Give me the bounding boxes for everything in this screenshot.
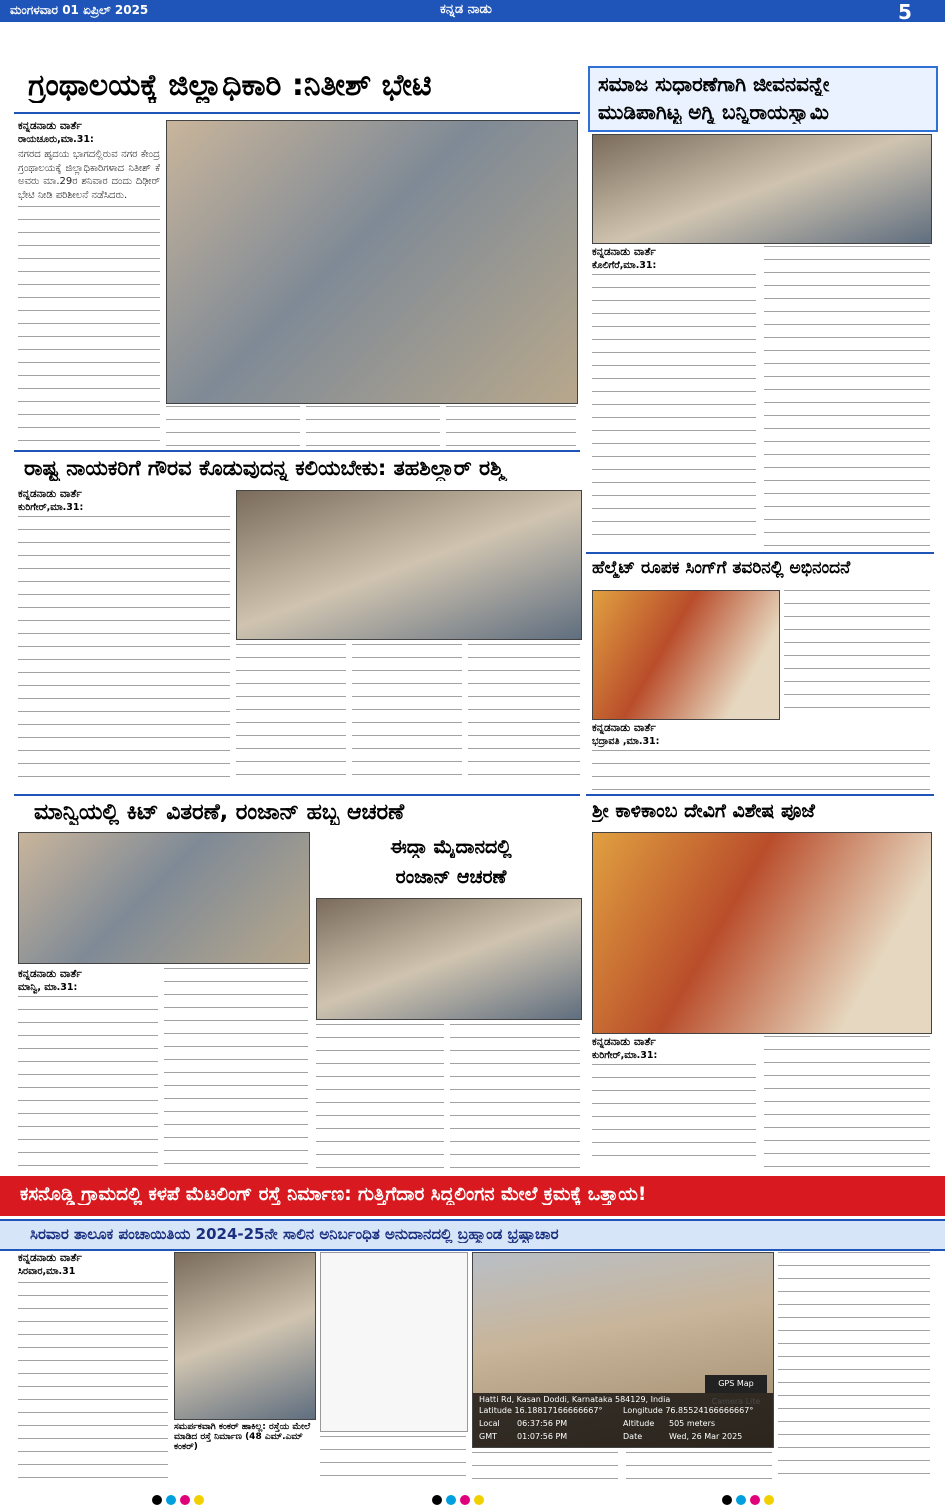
library-body-col2 xyxy=(166,406,300,446)
divider xyxy=(586,552,934,554)
leaders-body-col2 xyxy=(236,644,346,786)
road-body-col5 xyxy=(778,1252,930,1482)
gps-gmt-time: 01:07:56 PM xyxy=(517,1432,568,1441)
road-document-scan xyxy=(320,1252,468,1432)
social-reform-byline: ಕನ್ನಡನಾಡು ವಾರ್ತೆ xyxy=(592,246,656,258)
road-byline: ಕನ್ನಡನಾಡು ವಾರ್ತೆ xyxy=(18,1252,82,1264)
library-body-col1 xyxy=(18,206,160,446)
registration-dot xyxy=(460,1495,470,1505)
road-photo-1 xyxy=(174,1252,316,1420)
registration-dot xyxy=(194,1495,204,1505)
kalikamba-headline: ಶ್ರೀ ಕಾಳಿಕಾಂಬ ದೇವಿಗೆ ವಿಶೇಷ ಪೂಜೆ xyxy=(592,800,815,822)
manvi-byline: ಕನ್ನಡನಾಡು ವಾರ್ತೆ xyxy=(18,968,82,980)
page-number: 5 xyxy=(898,0,912,24)
social-reform-headline-2: ಮುಡಿಪಾಗಿಟ್ಟ ಅಗ್ನಿ ಬನ್ನಿರಾಯಸ್ವಾಮಿ xyxy=(598,100,829,124)
gps-date-label: Date xyxy=(623,1432,643,1441)
masthead-bar xyxy=(0,0,945,22)
library-photo xyxy=(166,120,578,404)
gps-overlay xyxy=(473,1393,773,1447)
road-sub-banner xyxy=(0,1219,945,1251)
registration-dot xyxy=(474,1495,484,1505)
manvi-body-col3 xyxy=(316,1024,444,1168)
leaders-byline: ಕನ್ನಡನಾಡು ವಾರ್ತೆ xyxy=(18,488,82,500)
gps-altitude-label: Altitude xyxy=(623,1419,655,1428)
helmet-headline: ಹೆಲ್ಮೆಟ್ ರೂಪಕ ಸಿಂಗ್‌ಗೆ ತವರಿನಲ್ಲಿ ಅಭಿನಂದನೆ xyxy=(592,558,851,578)
registration-dot xyxy=(764,1495,774,1505)
leaders-dateline: ಕುರಿಗೇರ್,ಮಾ.31: xyxy=(18,502,84,513)
divider xyxy=(14,450,580,452)
helmet-byline: ಕನ್ನಡನಾಡು ವಾರ್ತೆ xyxy=(592,722,656,734)
social-reform-headline-box xyxy=(588,66,938,132)
kalikamba-body-col2 xyxy=(764,1036,930,1168)
gps-place: Hatti Rd, Kasan Doddi, Karnataka 584129, India xyxy=(479,1395,671,1404)
road-body-col3 xyxy=(472,1452,618,1482)
kalikamba-body-col1 xyxy=(592,1064,756,1168)
manvi-subheadline-1: ಈದ್ಗಾ ಮೈದಾನದಲ್ಲಿ xyxy=(390,836,512,858)
divider xyxy=(586,794,934,796)
gps-longitude: Longitude 76.85524166666667° xyxy=(623,1406,754,1415)
social-reform-headline-1: ಸಮಾಜ ಸುಧಾರಣೆಗಾಗಿ ಜೀವನವನ್ನೇ xyxy=(598,72,830,96)
manvi-dateline: ಮಾನ್ವಿ, ಮಾ.31: xyxy=(18,982,78,993)
leaders-photo xyxy=(236,490,582,640)
library-body-col4 xyxy=(446,406,576,446)
kalikamba-photo xyxy=(592,832,932,1034)
social-reform-body-col1 xyxy=(592,274,756,546)
leaders-body-col1 xyxy=(18,516,230,786)
registration-dot xyxy=(166,1495,176,1505)
leaders-body-col4 xyxy=(468,644,580,786)
social-reform-photo xyxy=(592,134,932,244)
library-dateline: ರಾಯಚೂರು,ಮಾ.31: xyxy=(18,134,94,145)
divider xyxy=(14,794,580,796)
kalikamba-byline: ಕನ್ನಡನಾಡು ವಾರ್ತೆ xyxy=(592,1036,656,1048)
road-banner xyxy=(0,1176,945,1216)
registration-dot xyxy=(152,1495,162,1505)
social-reform-body-col2 xyxy=(764,246,930,546)
divider xyxy=(14,112,580,114)
registration-dot xyxy=(432,1495,442,1505)
social-reform-dateline: ಕೊಲಿಗೆರೆ,ಮಾ.31: xyxy=(592,260,657,271)
library-byline: ಕನ್ನಡನಾಡು ವಾರ್ತೆ xyxy=(18,120,82,132)
helmet-dateline: ಭದ್ರಾವತಿ ,ಮಾ.31: xyxy=(592,736,660,747)
registration-marks-center xyxy=(430,1490,486,1509)
leaders-body-col3 xyxy=(352,644,462,786)
helmet-body-col2 xyxy=(784,590,930,720)
manvi-body-col2 xyxy=(164,968,308,1168)
registration-dot xyxy=(736,1495,746,1505)
registration-dot xyxy=(722,1495,732,1505)
manvi-body-col4 xyxy=(450,1024,580,1168)
gps-gmt-label: GMT xyxy=(479,1432,497,1441)
library-body-col3 xyxy=(306,406,440,446)
helmet-body-col1 xyxy=(592,750,930,790)
road-banner-text: ಕಸನೊಡ್ಡಿ ಗ್ರಾಮದಲ್ಲಿ ಕಳಪೆ ಮೆಟಲಿಂಗ್ ರಸ್ತೆ ನಿರ್ಮಾಣ: ಗುತ್ತಿಗೆದಾರ ಸಿದ್ದಲಿಂಗನ ಮೇಲೆ ಕ್ರಮಕ್ಕೆ ಒತ್ತಾಯ! xyxy=(20,1184,647,1205)
road-sub-banner-text: ಸಿರವಾರ ತಾಲೂಕ ಪಂಚಾಯಿತಿಯ 2024-25ನೇ ಸಾಲಿನ ಅನಿರ್ಬಂಧಿತ ಅನುದಾನದಲ್ಲಿ ಬ್ರಹ್ಮಾಂಡ ಭ್ರಷ್ಟಾಚಾರ xyxy=(30,1225,559,1243)
paper-name: ಕನ್ನಡ ನಾಡು xyxy=(440,2,492,17)
manvi-subheadline-2: ರಂಜಾನ್ ಆಚರಣೆ xyxy=(395,866,507,888)
gps-date: Wed, 26 Mar 2025 xyxy=(669,1432,743,1441)
leaders-headline: ರಾಷ್ಟ್ರ ನಾಯಕರಿಗೆ ಗೌರವ ಕೊಡುವುದನ್ನ ಕಲಿಯಬೇಕು: ತಹಶಿಲ್ದಾರ್ ರಶ್ಮಿ xyxy=(24,456,505,480)
issue-date: ಮಂಗಳವಾರ 01 ಏಪ್ರಿಲ್ 2025 xyxy=(10,3,149,17)
road-body-col2 xyxy=(320,1436,466,1478)
library-lead: ನಗರದ ಹೃದಯ ಭಾಗದಲ್ಲಿರುವ ನಗರ ಕೇಂದ್ರ ಗ್ರಂಥಾಲಯಕ್ಕೆ ಜಿಲ್ಲಾಧಿಕಾರಿಗಳಾದ ನಿತೀಶ್ ಕೆ ಅವರು ಮಾ.29ರ ಶನಿವಾರ ದಂದು ದಿಢೀರ್ ಭೇಟಿ ನೀಡಿ ಪರಿಶೀಲನೆ ನಡೆಸಿದರು. xyxy=(18,149,160,201)
gps-road-photo xyxy=(472,1252,774,1448)
road-body-col4 xyxy=(626,1452,772,1482)
gps-app-badge: GPS Map xyxy=(705,1375,767,1393)
road-body-col1 xyxy=(18,1282,168,1478)
kalikamba-dateline: ಕುರಿಗೇರ್,ಮಾ.31: xyxy=(592,1050,658,1061)
gps-local-time: 06:37:56 PM xyxy=(517,1419,568,1428)
gps-latitude: Latitude 16.18817166666667° xyxy=(479,1406,603,1415)
gps-local-label: Local xyxy=(479,1419,500,1428)
eidgah-photo xyxy=(316,898,582,1020)
manvi-body-col1 xyxy=(18,996,158,1168)
road-photo-caption: ಸಮರ್ಪಕವಾಗಿ ಕಂಕರ್ ಹಾಕಿಲ್ಲ: ರಸ್ತೆಯ ಮೇಲೆ ಮಾಡಿದ ರಸ್ತೆ ನಿರ್ಮಾಣ (48 ಎಮ್.ಎಮ್ ಕಂಕರ್) xyxy=(174,1422,311,1452)
registration-dot xyxy=(446,1495,456,1505)
registration-dot xyxy=(180,1495,190,1505)
registration-dot xyxy=(750,1495,760,1505)
registration-marks-left xyxy=(150,1490,206,1509)
helmet-photo xyxy=(592,590,780,720)
road-dateline: ಸಿರವಾರ,ಮಾ.31 xyxy=(18,1266,76,1277)
manvi-headline: ಮಾನ್ವಿಯಲ್ಲಿ ಕಿಟ್ ವಿತರಣೆ, ರಂಜಾನ್ ಹಬ್ಬ ಆಚರಣೆ xyxy=(34,800,405,825)
registration-marks-right xyxy=(720,1490,776,1509)
manvi-kit-photo xyxy=(18,832,310,964)
library-headline: ಗ್ರಂಥಾಲಯಕ್ಕೆ ಜಿಲ್ಲಾಧಿಕಾರಿ :ನಿತೀಶ್ ಭೇಟಿ xyxy=(28,68,432,103)
gps-altitude: 505 meters xyxy=(669,1419,716,1428)
